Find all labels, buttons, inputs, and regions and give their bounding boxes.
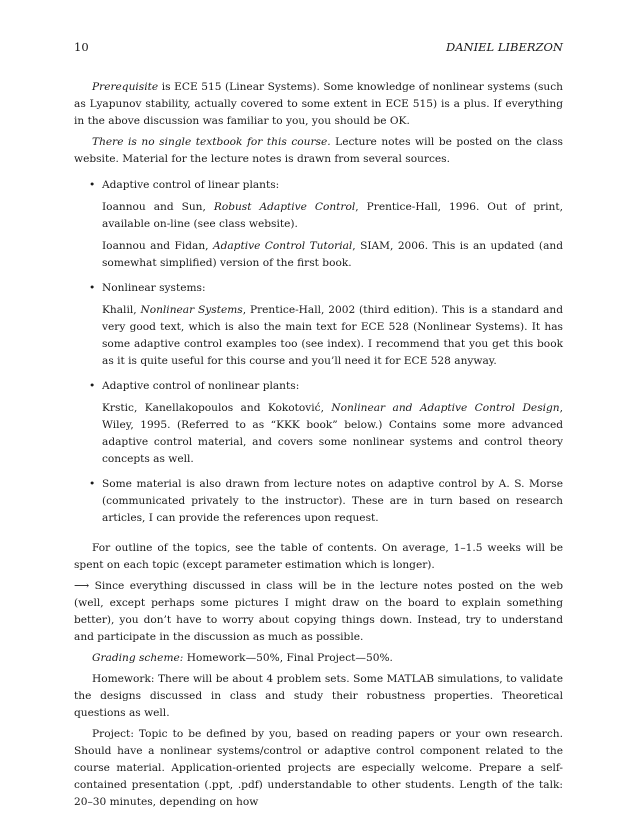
- sources-list: [74, 177, 563, 527]
- reference-details: , Prentice-Hall, 2002 (third edition). This is a standard and very good text, which is also the main text for ECE 528 (Nonlinear Systems). It has some adaptive control examples too (see index). I recommend that you get this book as it is quite useful for this course and you’ll need it for ECE 528 anyway.: [102, 304, 564, 367]
- list-item-title: Nonlinear systems:: [102, 282, 206, 294]
- list-item: [74, 177, 563, 272]
- prerequisite-paragraph: [74, 79, 563, 130]
- homework-paragraph: Homework: There will be about 4 problem sets. Some MATLAB simulations, to validate the designs discussed in class and study their robustness properties. Theoretical questions as well.: [74, 673, 563, 719]
- bullet-icon: •: [89, 282, 96, 294]
- prerequisite-text: is ECE 515 (Linear Systems). Some knowledge of nonlinear systems (such as Lyapunov stability, actually covered to some extent in ECE 515) is a plus. If everything in the above discussion was familiar to you, you should be OK.: [74, 81, 563, 127]
- bullet-icon: •: [89, 179, 96, 191]
- grading-label: Grading scheme:: [92, 652, 184, 664]
- lecture-notes-paragraph: ⟶ Since everything discussed in class will be in the lecture notes posted on the web (well, except perhaps some pictures I might draw on the board to explain something better), you don’t have to worry about copying things down. Instead, try to understand and participate in the discussion as much as possible.: [74, 580, 563, 643]
- reference-entry: [102, 238, 563, 272]
- list-item-title: Some material is also drawn from lecture notes on adaptive control by A. S. Morse (communicated privately to the instructor). These are in turn based on research articles, I can provide the references upon request.: [102, 478, 563, 524]
- textbook-paragraph: [74, 134, 563, 168]
- reference-title: Nonlinear Systems: [140, 304, 243, 316]
- reference-title: Robust Adaptive Control: [213, 201, 356, 213]
- list-item: [74, 280, 563, 370]
- reference-title: Adaptive Control Tutorial: [212, 240, 353, 252]
- reference-title: Nonlinear and Adaptive Control Design: [331, 402, 560, 414]
- list-item-title: Adaptive control of nonlinear plants:: [102, 380, 300, 392]
- reference-authors: Ioannou and Sun,: [102, 201, 214, 213]
- project-paragraph: Project: Topic to be defined by you, based on reading papers or your own research. Should have a nonlinear systems/control or adaptive control component related to the course material. Application-oriented projects are especially welcome. Prepare a self-contained presentation (.ppt, .pdf) understandable to other students. Length of the talk: 20–30 minutes, depending on how: [74, 728, 563, 808]
- page-number: 10: [74, 40, 89, 54]
- reference-details: , Wiley, 1995. (Referred to as “KKK book” below.) Contains some more advanced adaptive control material, and covers some nonlinear systems and control theory concepts as well.: [102, 402, 564, 465]
- outline-paragraph: For outline of the topics, see the table of contents. On average, 1–1.5 weeks will be spent on each topic (except parameter estimation which is longer).: [74, 542, 563, 571]
- reference-authors: Ioannou and Fidan,: [102, 240, 213, 252]
- grading-paragraph: [74, 650, 563, 667]
- prerequisite-label: Prerequisite: [92, 81, 159, 93]
- list-item: [74, 378, 563, 468]
- list-item-title: Adaptive control of linear plants:: [102, 179, 280, 191]
- bullet-icon: •: [89, 380, 96, 392]
- reference-details: , Prentice-Hall, 1996. Out of print, available on-line (see class website).: [102, 201, 563, 230]
- textbook-text: Lecture notes will be posted on the class website. Material for the lecture notes is drawn from several sources.: [74, 136, 563, 165]
- reference-entry: [102, 400, 563, 468]
- list-item: [74, 476, 563, 527]
- reference-details: , SIAM, 2006. This is an updated (and somewhat simplified) version of the first book.: [102, 240, 563, 269]
- body-text: [74, 79, 563, 811]
- grading-text: Homework—50%, Final Project—50%.: [183, 652, 393, 664]
- reference-entry: [102, 302, 563, 370]
- reference-entry: [102, 199, 563, 233]
- bullet-icon: •: [89, 478, 96, 490]
- running-header: [74, 40, 563, 58]
- running-author: DANIEL LIBERZON: [446, 40, 563, 54]
- textbook-label: There is no single textbook for this course.: [92, 136, 331, 148]
- reference-authors: Krstic, Kanellakopoulos and Kokotović,: [102, 402, 332, 414]
- reference-authors: Khalil,: [102, 304, 141, 316]
- page: [74, 40, 563, 811]
